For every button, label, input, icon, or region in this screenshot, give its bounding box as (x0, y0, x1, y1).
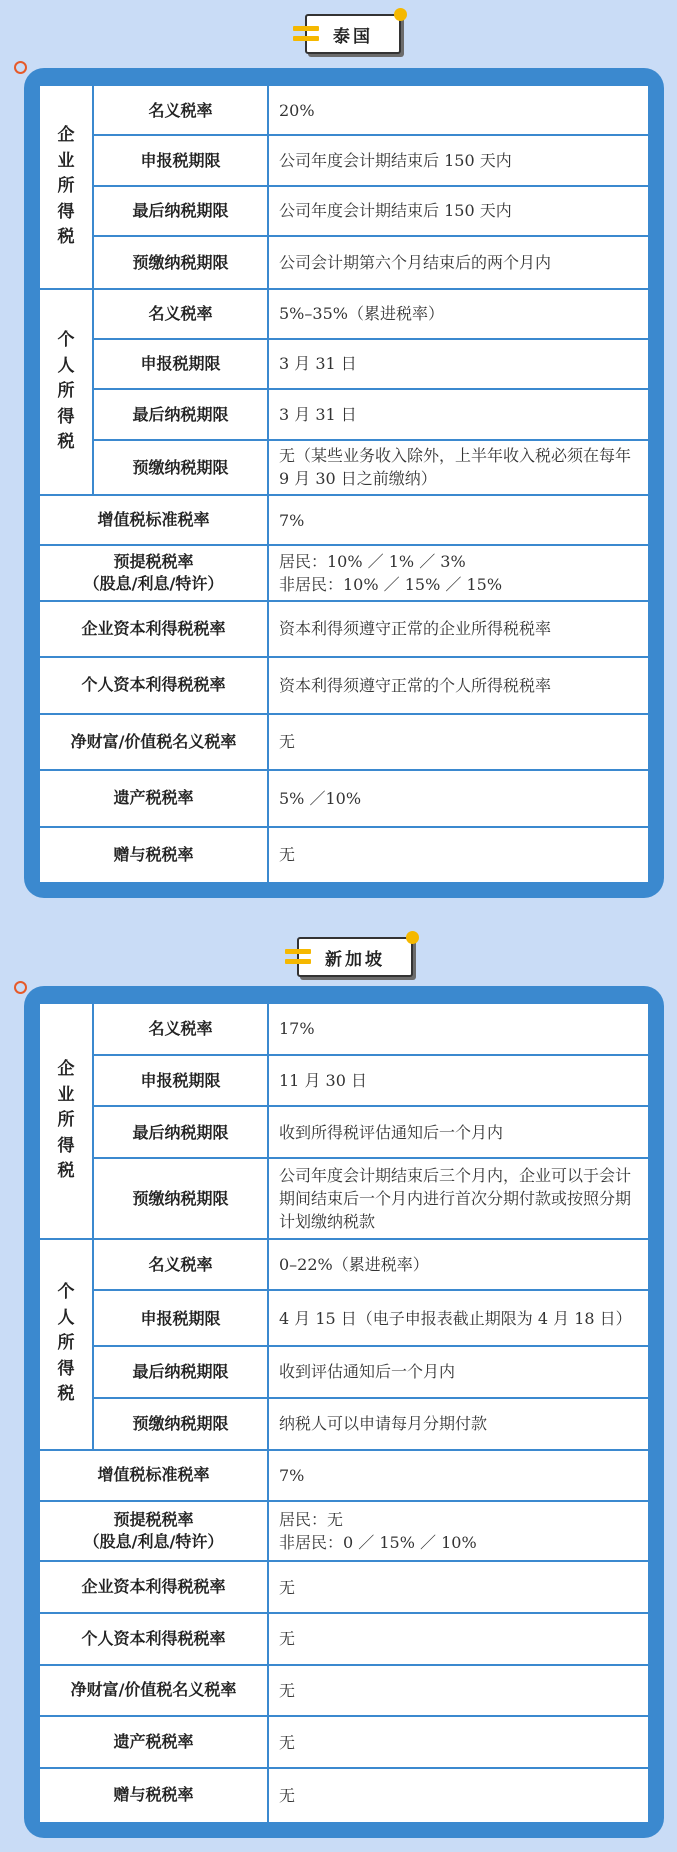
row-value: 11 月 30 日 (268, 1055, 649, 1107)
table-row (39, 1768, 649, 1823)
table-row (39, 1239, 649, 1291)
row-label: 遗产税税率 (39, 1716, 268, 1768)
row-value: 7% (268, 495, 649, 545)
table-row (39, 236, 649, 288)
row-value: 3 月 31 日 (268, 339, 649, 389)
row-label: 预缴纳税期限 (93, 236, 268, 288)
table-row (39, 495, 649, 545)
row-value: 资本利得须遵守正常的企业所得税税率 (268, 601, 649, 657)
row-label: 企业资本利得税税率 (39, 1561, 268, 1613)
table-row (39, 85, 649, 135)
row-value: 无 (268, 1768, 649, 1823)
table-row (39, 1561, 649, 1613)
row-label: 最后纳税期限 (93, 186, 268, 236)
tax-table-card-singapore (24, 986, 664, 1838)
table-row (39, 770, 649, 826)
group-title-text: 个人所得税 (57, 330, 75, 453)
row-label: 申报税期限 (93, 1290, 268, 1346)
row-label: 名义税率 (93, 1239, 268, 1291)
table-row (39, 339, 649, 389)
row-value: 收到评估通知后一个月内 (268, 1346, 649, 1398)
group-title (39, 85, 93, 289)
tag-dot-decoration (394, 8, 407, 21)
row-value: 无 (268, 827, 649, 883)
row-label: 申报税期限 (93, 135, 268, 185)
row-label: 名义税率 (93, 1003, 268, 1055)
row-value: 7% (268, 1450, 649, 1502)
row-label: 增值税标准税率 (39, 1450, 268, 1502)
section-tag-thailand (305, 14, 401, 54)
table-row (39, 1290, 649, 1346)
row-label: 申报税期限 (93, 1055, 268, 1107)
row-value: 无 (268, 1613, 649, 1665)
row-value: 无 (268, 1716, 649, 1768)
row-value: 公司年度会计期结束后 150 天内 (268, 186, 649, 236)
table-row (39, 1106, 649, 1158)
table-row (39, 135, 649, 185)
row-label: 最后纳税期限 (93, 389, 268, 439)
row-value: 公司会计期第六个月结束后的两个月内 (268, 236, 649, 288)
row-value: 4 月 15 日（电子申报表截止期限为 4 月 18 日） (268, 1290, 649, 1346)
group-title (39, 289, 93, 496)
row-value: 资本利得须遵守正常的个人所得税税率 (268, 657, 649, 713)
table-row (39, 1158, 649, 1239)
row-label: 最后纳税期限 (93, 1106, 268, 1158)
table-row (39, 186, 649, 236)
table-row (39, 1450, 649, 1502)
table-row (39, 545, 649, 600)
row-label: 预提税税率 （股息/利息/特许） (39, 1501, 268, 1561)
group-title-text: 企业所得税 (57, 125, 75, 247)
row-value: 居民：10% ／ 1% ／ 3% 非居民：10% ／ 15% ／ 15% (268, 545, 649, 600)
row-label: 遗产税税率 (39, 770, 268, 826)
row-label: 赠与税税率 (39, 827, 268, 883)
tag-stripes-decoration (293, 26, 319, 46)
table-row (39, 1716, 649, 1768)
tag-stripes-decoration (285, 949, 311, 969)
table-row (39, 714, 649, 770)
row-value: 无（某些业务收入除外，上半年收入税必须在每年 9 月 30 日之前缴纳） (268, 440, 649, 495)
row-label: 个人资本利得税税率 (39, 657, 268, 713)
ring-decoration (14, 61, 27, 74)
row-value: 3 月 31 日 (268, 389, 649, 439)
table-row (39, 1398, 649, 1450)
row-value: 收到所得税评估通知后一个月内 (268, 1106, 649, 1158)
group-title (39, 1239, 93, 1450)
section-tag-singapore (297, 937, 413, 977)
table-row (39, 440, 649, 495)
table-row (39, 1003, 649, 1055)
table-row (39, 1501, 649, 1561)
row-label: 预提税税率 （股息/利息/特许） (39, 545, 268, 600)
row-value: 纳税人可以申请每月分期付款 (268, 1398, 649, 1450)
table-row (39, 657, 649, 713)
row-label: 预缴纳税期限 (93, 1398, 268, 1450)
table-row (39, 827, 649, 883)
row-value: 公司年度会计期结束后三个月内，企业可以于会计期间结束后一个月内进行首次分期付款或按照分期计划缴纳税款 (268, 1158, 649, 1239)
row-label: 净财富/价值税名义税率 (39, 1665, 268, 1717)
tag-dot-decoration (406, 931, 419, 944)
row-label: 赠与税税率 (39, 1768, 268, 1823)
row-value: 0–22%（累进税率） (268, 1239, 649, 1291)
section-tag-label: 新加坡 (325, 949, 385, 970)
row-value: 公司年度会计期结束后 150 天内 (268, 135, 649, 185)
tax-table-thailand (38, 84, 650, 884)
table-row (39, 1346, 649, 1398)
section-tag-label: 泰国 (333, 26, 373, 47)
row-label: 名义税率 (93, 289, 268, 339)
row-label: 净财富/价值税名义税率 (39, 714, 268, 770)
group-title-text: 个人所得税 (57, 1282, 75, 1405)
row-value: 5% ／10% (268, 770, 649, 826)
table-row (39, 389, 649, 439)
tax-table-singapore (38, 1002, 650, 1824)
row-value: 居民：无 非居民：0 ／ 15% ／ 10% (268, 1501, 649, 1561)
row-label: 企业资本利得税税率 (39, 601, 268, 657)
row-label: 预缴纳税期限 (93, 1158, 268, 1239)
row-label: 名义税率 (93, 85, 268, 135)
group-title-text: 企业所得税 (57, 1059, 75, 1182)
row-value: 无 (268, 1665, 649, 1717)
table-row (39, 289, 649, 339)
row-label: 申报税期限 (93, 339, 268, 389)
row-label: 最后纳税期限 (93, 1346, 268, 1398)
row-label: 增值税标准税率 (39, 495, 268, 545)
table-row (39, 601, 649, 657)
table-row (39, 1613, 649, 1665)
table-row (39, 1665, 649, 1717)
row-value: 无 (268, 714, 649, 770)
ring-decoration (14, 981, 27, 994)
table-row (39, 1055, 649, 1107)
group-title (39, 1003, 93, 1239)
row-value: 20% (268, 85, 649, 135)
tax-table-card-thailand (24, 68, 664, 898)
row-label: 预缴纳税期限 (93, 440, 268, 495)
row-value: 无 (268, 1561, 649, 1613)
row-value: 5%–35%（累进税率） (268, 289, 649, 339)
row-value: 17% (268, 1003, 649, 1055)
row-label: 个人资本利得税税率 (39, 1613, 268, 1665)
